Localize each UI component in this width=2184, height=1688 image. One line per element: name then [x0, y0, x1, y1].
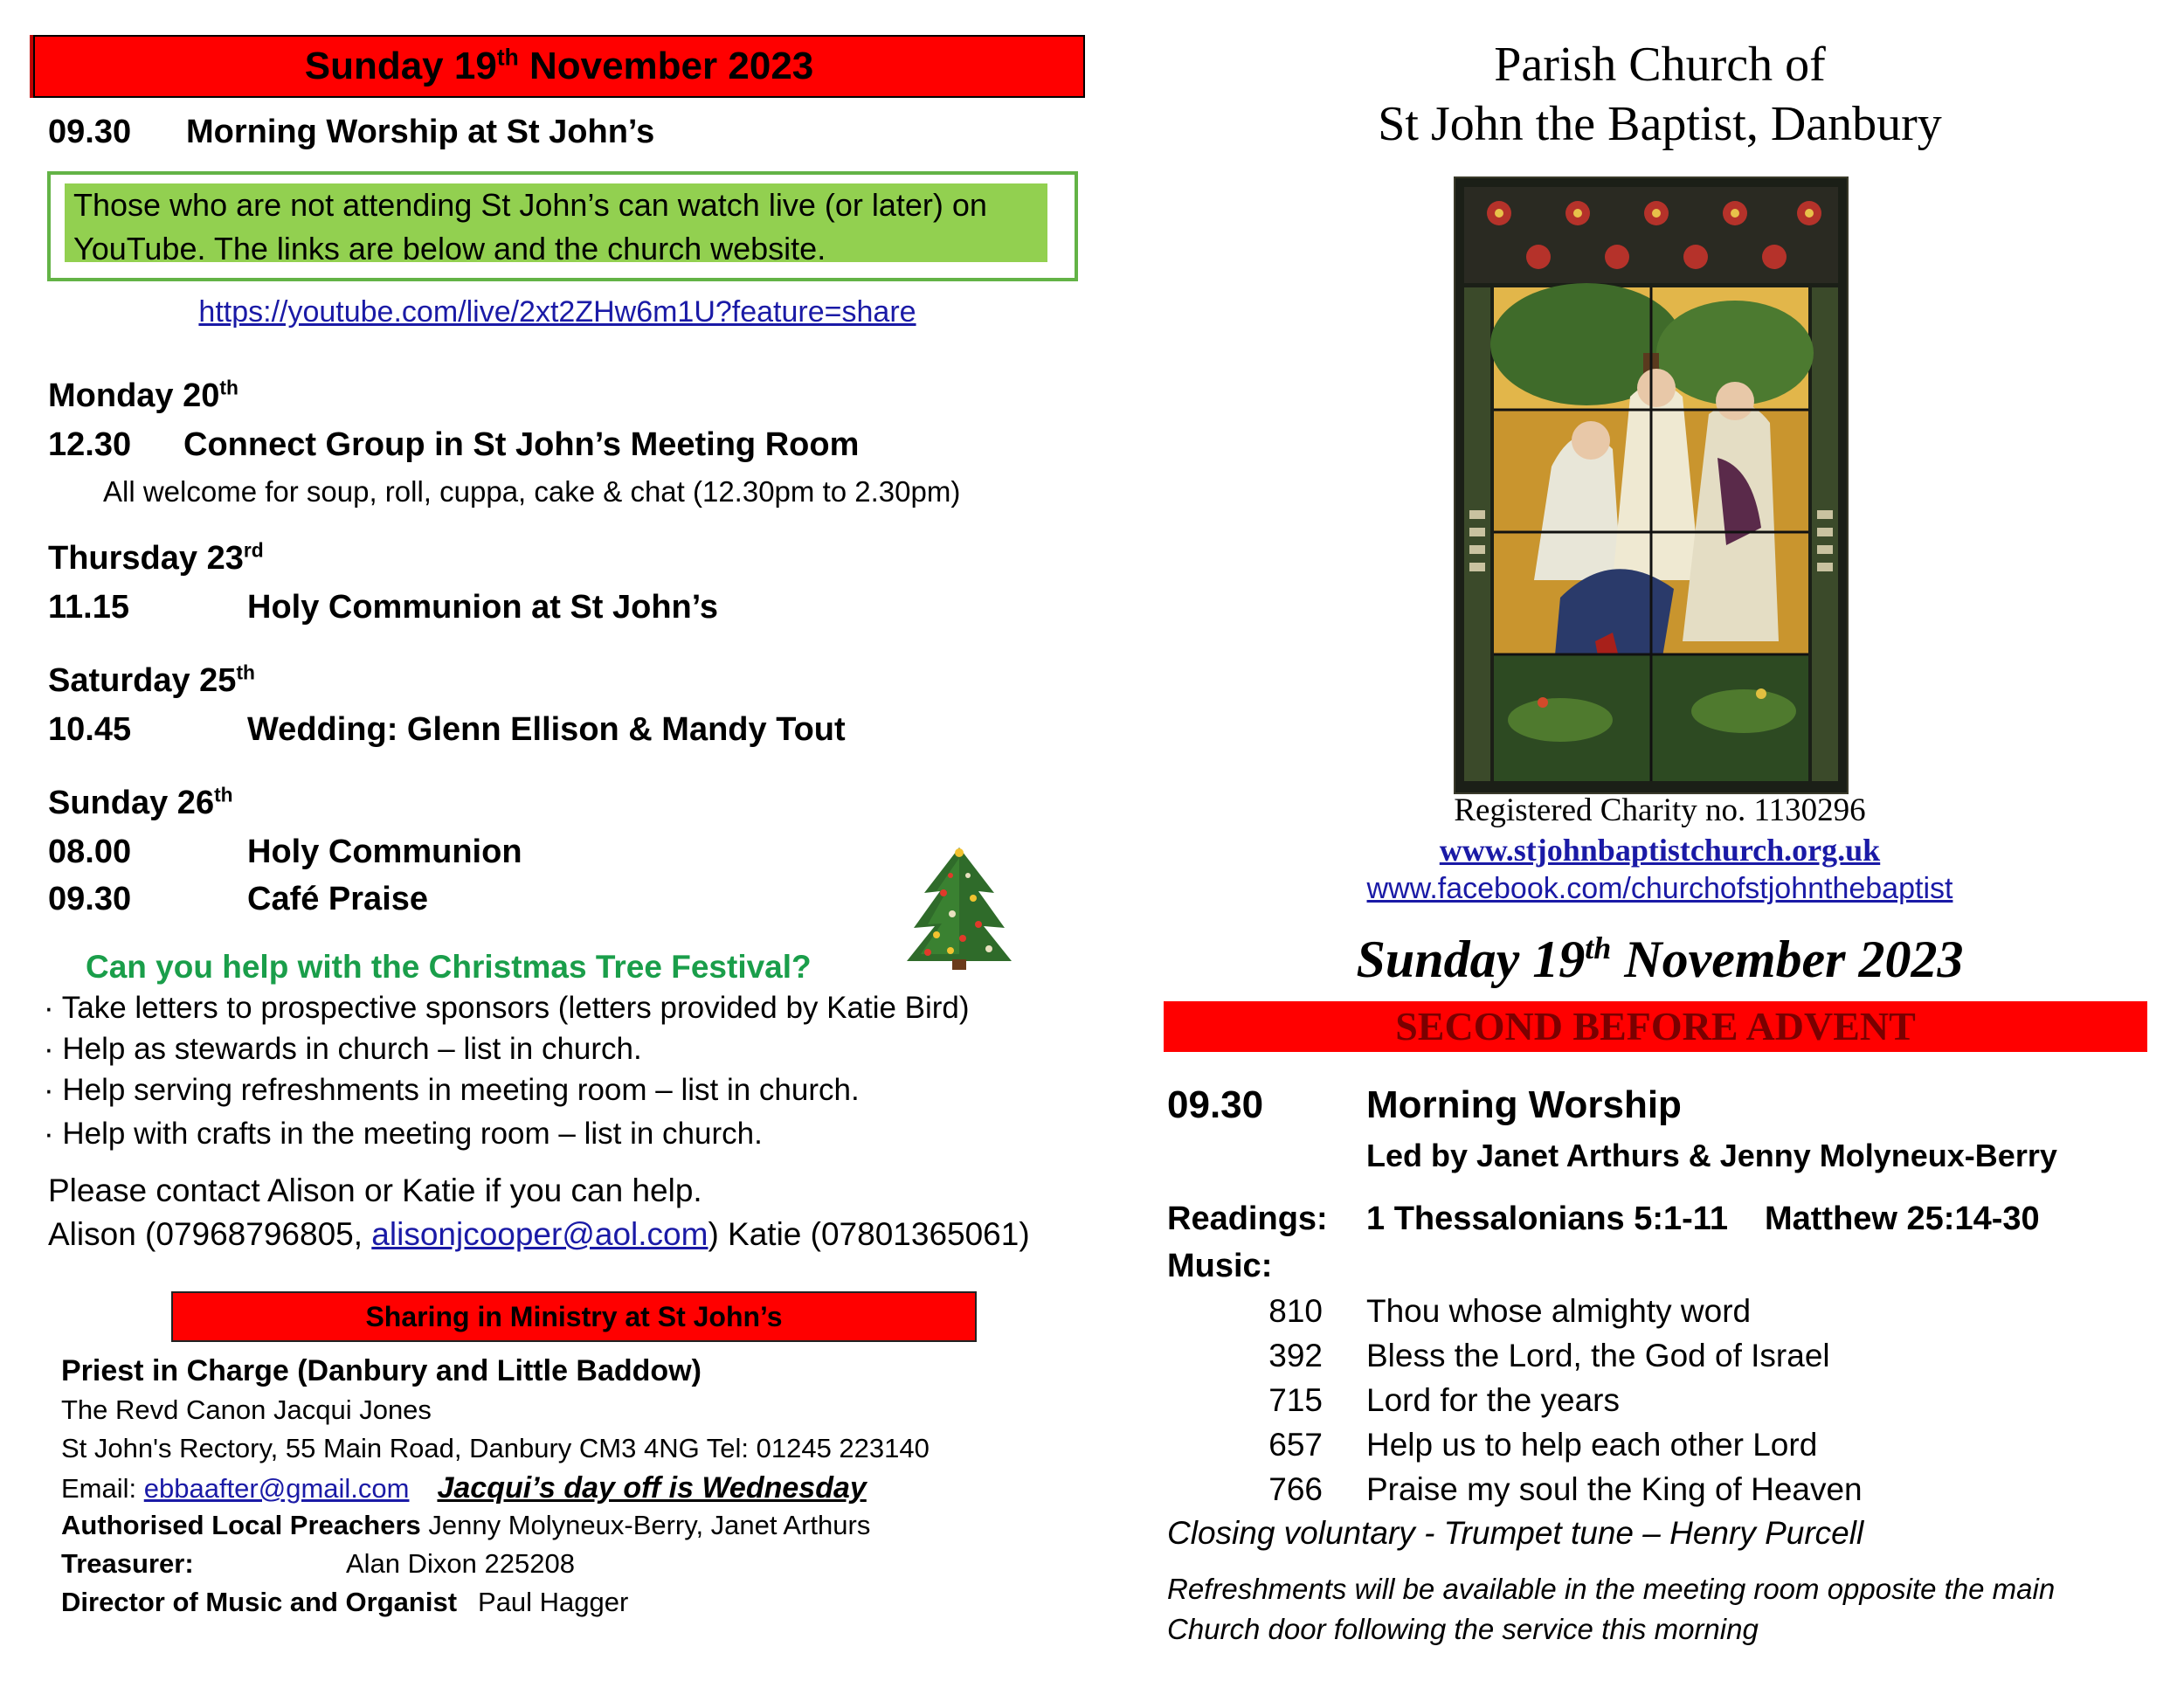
church-website-link[interactable]: www.stjohnbaptistchurch.org.uk: [1439, 833, 1881, 868]
christmas-tree-icon: [898, 841, 1020, 972]
monday-time: 12.30: [48, 426, 132, 463]
monday-event: [48, 426, 859, 464]
left-date-rest: November 2023: [518, 45, 814, 87]
hymn-row: [1261, 1293, 1960, 1332]
help-bullet-2: · Help as stewards in church – list in church.: [44, 1032, 642, 1066]
thursday-heading: [48, 540, 264, 578]
thursday-sup: rd: [243, 538, 264, 562]
refreshments-line-2: Church door following the service this morning: [1167, 1613, 1759, 1645]
left-date-banner: [33, 35, 1085, 98]
hymn-row: [1261, 1382, 1960, 1421]
readings-label: Readings:: [1167, 1200, 1328, 1237]
refreshments-line-1: Refreshments will be available in the meeting room opposite the main: [1167, 1573, 2056, 1605]
thursday-title: Holy Communion at St John’s: [247, 589, 719, 626]
hymn-title: Thou whose almighty word: [1366, 1293, 1752, 1329]
led-by: Led by Janet Arthurs & Jenny Molyneux-Berry: [1366, 1138, 2057, 1173]
rectory-address: St John's Rectory, 55 Main Road, Danbury CM3 4NG Tel: 01245 223140: [61, 1433, 930, 1463]
hymn-row: [1261, 1427, 1960, 1465]
service-sunday-0930: [48, 114, 654, 151]
monday-detail: All welcome for soup, roll, cuppa, cake & chat (12.30pm to 2.30pm): [103, 475, 961, 508]
thursday-event: [48, 589, 718, 626]
closing-voluntary: Closing voluntary - Trumpet tune – Henry Purcell: [1167, 1515, 1864, 1551]
church-title-line-2: St John the Baptist, Danbury: [1378, 97, 1942, 151]
monday-sup: th: [219, 376, 238, 399]
sunday26-time-2: 09.30: [48, 881, 132, 917]
contact-email-link[interactable]: alisonjcooper@aol.com: [371, 1216, 708, 1252]
music-director-name: Paul Hagger: [478, 1587, 629, 1617]
preachers-row: [61, 1510, 870, 1541]
sunday26-day: Sunday 26: [48, 785, 215, 821]
right-date-day: Sunday 19: [1356, 930, 1586, 988]
treasurer-label: Treasurer:: [61, 1548, 194, 1579]
readings-row: [1167, 1200, 2040, 1238]
sunday26-event-1: [48, 834, 522, 871]
hymn-row: [1261, 1338, 1960, 1376]
hymn-number: 657: [1268, 1427, 1323, 1463]
sunday26-title-2: Café Praise: [247, 881, 429, 917]
left-date-sup: th: [496, 44, 519, 71]
treasurer-name: Alan Dixon 225208: [346, 1548, 575, 1579]
hymn-title: Lord for the years: [1366, 1382, 1620, 1418]
monday-title: Connect Group in St John’s Meeting Room: [183, 426, 860, 463]
sunday26-time-1: 08.00: [48, 834, 132, 870]
contact-alison: Alison (07968796805,: [48, 1216, 372, 1252]
right-service-title: Morning Worship: [1366, 1083, 1682, 1126]
priest-name: The Revd Canon Jacqui Jones: [61, 1394, 432, 1425]
help-bullet-3: · Help serving refreshments in meeting room – list in church.: [44, 1073, 860, 1107]
registered-charity: Registered Charity no. 1130296: [1454, 792, 1866, 828]
service-title: Morning Worship at St John’s: [186, 114, 655, 150]
right-date-heading: [1171, 930, 2149, 990]
sunday26-heading: [48, 785, 233, 822]
facebook-link[interactable]: www.facebook.com/churchofstjohnthebaptist: [1366, 872, 1953, 905]
music-director-label: Director of Music and Organist: [61, 1587, 458, 1617]
stained-glass-window-image: [1454, 176, 1849, 794]
right-date-rest: November 2023: [1611, 930, 1964, 988]
priest-heading: Priest in Charge (Danbury and Little Baddow): [61, 1354, 702, 1387]
notice-line-2: YouTube. The links are below and the church website.: [73, 231, 826, 266]
right-service-time: 09.30: [1167, 1083, 1264, 1126]
contact-katie: ) Katie (07801365061): [708, 1216, 1030, 1252]
monday-day: Monday 20: [48, 377, 220, 414]
hymn-number: 810: [1268, 1293, 1323, 1329]
thursday-time: 11.15: [48, 589, 129, 626]
sunday26-title-1: Holy Communion: [247, 834, 522, 870]
sunday26-event-2: [48, 881, 428, 918]
advent-banner: SECOND BEFORE ADVENT: [1164, 1001, 2147, 1052]
saturday-day: Saturday 25: [48, 662, 237, 699]
treasurer-row: [61, 1548, 575, 1580]
preachers-names: Jenny Molyneux-Berry, Janet Arthurs: [420, 1510, 871, 1540]
service-time: 09.30: [48, 114, 132, 150]
youtube-link-row: [0, 295, 1115, 329]
saturday-time: 10.45: [48, 711, 132, 748]
music-label: Music:: [1167, 1248, 1273, 1284]
youtube-notice-text: [65, 183, 1047, 266]
youtube-link[interactable]: https://youtube.com/live/2xt2ZHw6m1U?feature=share: [198, 295, 916, 329]
hymn-number: 766: [1268, 1471, 1323, 1507]
youtube-notice-box: [47, 171, 1078, 281]
contact-line-2: [48, 1216, 1030, 1253]
day-off-note: Jacqui’s day off is Wednesday: [437, 1471, 867, 1505]
hymn-number: 715: [1268, 1382, 1323, 1418]
help-bullet-1: · Take letters to prospective sponsors (letters provided by Katie Bird): [44, 991, 970, 1025]
right-date-sup: th: [1585, 930, 1612, 965]
reading-1: 1 Thessalonians 5:1-11: [1366, 1200, 1728, 1237]
sunday26-sup: th: [214, 783, 233, 806]
notice-line-1: Those who are not attending St John’s can watch live (or later) on: [73, 187, 987, 223]
music-director-row: [61, 1587, 628, 1618]
help-bullet-4: · Help with crafts in the meeting room – list in church.: [44, 1117, 763, 1151]
reading-2: Matthew 25:14-30: [1764, 1200, 2040, 1237]
left-date-day: Sunday 19: [304, 45, 497, 87]
hymn-title: Help us to help each other Lord: [1366, 1427, 1818, 1463]
saturday-sup: th: [236, 661, 255, 684]
thursday-day: Thursday 23: [48, 540, 244, 577]
preachers-label: Authorised Local Preachers: [61, 1510, 421, 1540]
monday-heading: [48, 377, 238, 415]
email-label: Email:: [61, 1473, 144, 1504]
contact-line-1: Please contact Alison or Katie if you can help.: [48, 1173, 702, 1208]
right-service-row: [1167, 1083, 1682, 1127]
church-title: [1293, 35, 2027, 154]
priest-email-link[interactable]: ebbaafter@gmail.com: [143, 1473, 410, 1504]
saturday-event: [48, 711, 846, 749]
hymn-row: [1261, 1471, 1960, 1510]
christmas-tree-festival-question: Can you help with the Christmas Tree Festival?: [86, 949, 812, 985]
ministry-banner: Sharing in Ministry at St John’s: [171, 1291, 977, 1342]
hymn-title: Bless the Lord, the God of Israel: [1366, 1338, 1830, 1373]
hymn-number: 392: [1268, 1338, 1323, 1373]
church-title-line-1: Parish Church of: [1494, 38, 1826, 92]
saturday-title: Wedding: Glenn Ellison & Mandy Tout: [247, 711, 846, 748]
priest-email-row: [61, 1471, 867, 1505]
hymn-title: Praise my soul the King of Heaven: [1366, 1471, 1863, 1507]
saturday-heading: [48, 662, 255, 700]
